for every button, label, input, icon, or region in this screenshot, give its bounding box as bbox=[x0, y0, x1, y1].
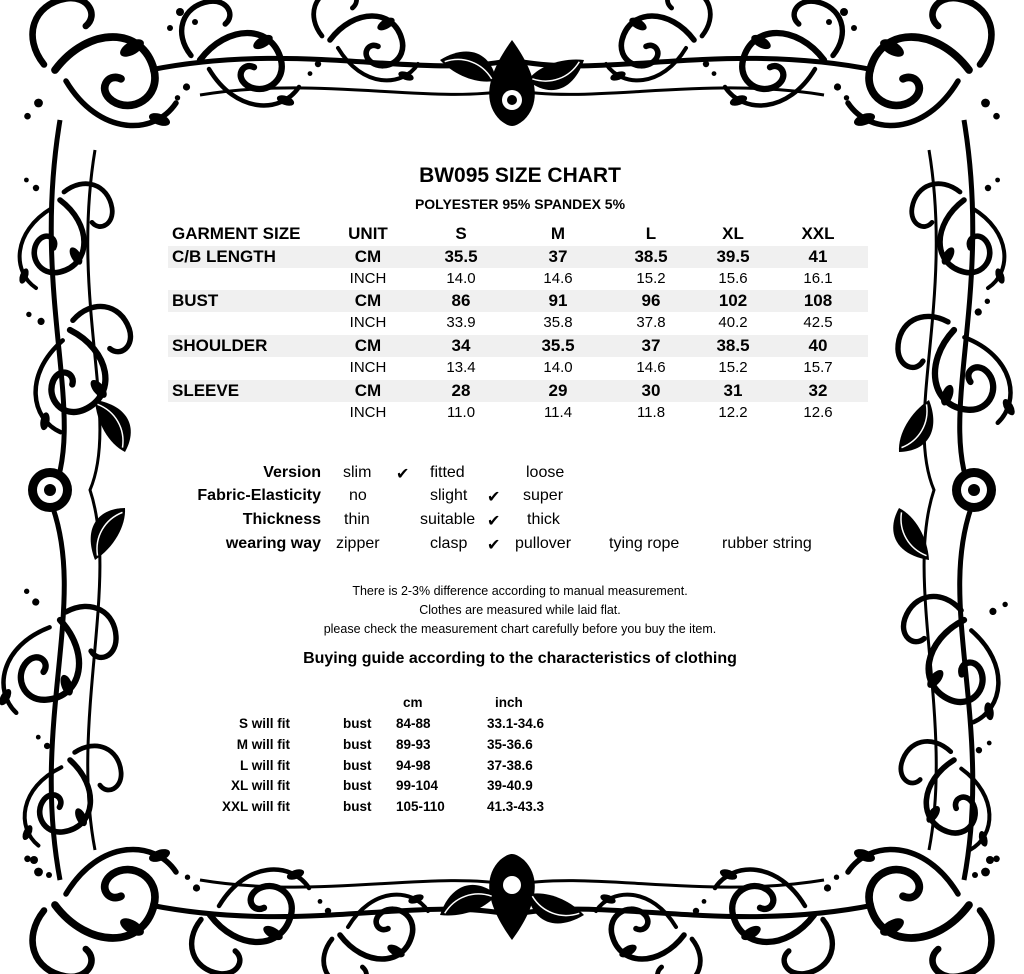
value-cell: 16.1 bbox=[803, 270, 833, 287]
check-icon: ✔ bbox=[396, 466, 410, 483]
value-cell: 108 bbox=[803, 291, 833, 310]
attr-option: suitable bbox=[420, 511, 476, 528]
guide-label: L will fit bbox=[240, 758, 290, 773]
value-cell: 91 bbox=[548, 291, 568, 310]
guide-measure: bust bbox=[343, 737, 372, 752]
measure-label: C/B LENGTH bbox=[172, 247, 276, 266]
unit-cm: CM bbox=[354, 291, 382, 310]
value-cell: 15.2 bbox=[718, 359, 748, 376]
value-cell: 38.5 bbox=[634, 247, 668, 266]
value-cell: 12.2 bbox=[718, 404, 748, 421]
guide-label: M will fit bbox=[236, 737, 290, 752]
header-size-xl: XL bbox=[722, 224, 744, 243]
size-table-header bbox=[168, 223, 868, 245]
table-row bbox=[168, 402, 868, 424]
measure-label: SLEEVE bbox=[172, 381, 240, 400]
guide-label: S will fit bbox=[238, 716, 290, 731]
guide-label: XXL will fit bbox=[221, 799, 290, 814]
unit-inch: INCH bbox=[349, 270, 387, 287]
value-cell: 11.4 bbox=[543, 404, 573, 421]
value-cell: 14.6 bbox=[636, 359, 666, 376]
guide-cm: 89-93 bbox=[396, 737, 431, 752]
attr-option: thick bbox=[527, 511, 560, 528]
value-cell: 13.4 bbox=[446, 359, 476, 376]
value-cell: 14.6 bbox=[543, 270, 573, 287]
guide-col-inch: inch bbox=[495, 695, 523, 710]
value-cell: 37 bbox=[548, 247, 568, 266]
value-cell: 12.6 bbox=[803, 404, 833, 421]
value-cell: 14.0 bbox=[446, 270, 476, 287]
table-row bbox=[168, 246, 868, 268]
table-row bbox=[168, 380, 868, 402]
guide-cm: 105-110 bbox=[396, 799, 445, 814]
attr-label-fabric-elasticity: Fabric-Elasticity bbox=[197, 487, 321, 504]
value-cell: 35.5 bbox=[444, 247, 478, 266]
value-cell: 11.0 bbox=[446, 404, 476, 421]
value-cell: 29 bbox=[548, 381, 568, 400]
attr-label-wearing-way: wearing way bbox=[225, 535, 321, 552]
header-garment-size: GARMENT SIZE bbox=[172, 224, 301, 243]
value-cell: 39.5 bbox=[716, 247, 750, 266]
unit-cm: CM bbox=[354, 381, 382, 400]
value-cell: 96 bbox=[641, 291, 661, 310]
value-cell: 28 bbox=[451, 381, 471, 400]
value-cell: 40 bbox=[808, 336, 828, 355]
header-size-l: L bbox=[645, 224, 657, 243]
note-line: There is 2-3% difference according to manual measurement. bbox=[352, 584, 688, 598]
unit-cm: CM bbox=[354, 336, 382, 355]
value-cell: 32 bbox=[808, 381, 828, 400]
attr-option: thin bbox=[344, 511, 370, 528]
value-cell: 34 bbox=[451, 336, 471, 355]
value-cell: 15.6 bbox=[718, 270, 748, 287]
value-cell: 40.2 bbox=[718, 314, 748, 331]
value-cell: 14.0 bbox=[543, 359, 573, 376]
value-cell: 30 bbox=[641, 381, 661, 400]
attr-option: super bbox=[523, 487, 564, 504]
guide-measure: bust bbox=[343, 799, 372, 814]
measure-label: SHOULDER bbox=[172, 336, 268, 355]
unit-cm: CM bbox=[354, 247, 382, 266]
value-cell: 37.8 bbox=[636, 314, 666, 331]
value-cell: 15.2 bbox=[636, 270, 666, 287]
attr-option: zipper bbox=[336, 535, 380, 552]
value-cell: 35.8 bbox=[543, 314, 573, 331]
guide-measure: bust bbox=[343, 716, 372, 731]
header-unit: UNIT bbox=[348, 224, 388, 243]
value-cell: 102 bbox=[718, 291, 748, 310]
attr-label-thickness: Thickness bbox=[242, 511, 321, 528]
guide-cm: 84-88 bbox=[396, 716, 431, 731]
attr-option: fitted bbox=[430, 464, 465, 481]
value-cell: 38.5 bbox=[716, 336, 750, 355]
value-cell: 33.9 bbox=[446, 314, 476, 331]
attr-option: loose bbox=[526, 464, 565, 481]
check-icon: ✔ bbox=[487, 489, 501, 506]
guide-col-cm: cm bbox=[403, 695, 423, 710]
table-row bbox=[168, 357, 868, 379]
attr-option: slim bbox=[343, 464, 372, 481]
attr-option: clasp bbox=[430, 535, 468, 552]
guide-inch: 37-38.6 bbox=[487, 758, 533, 773]
guide-measure: bust bbox=[343, 758, 372, 773]
unit-inch: INCH bbox=[349, 314, 387, 331]
attr-option: no bbox=[349, 487, 367, 504]
table-row bbox=[168, 312, 868, 334]
table-row bbox=[168, 335, 868, 357]
attr-option: slight bbox=[430, 487, 468, 504]
value-cell: 86 bbox=[451, 291, 471, 310]
value-cell: 41 bbox=[808, 247, 828, 266]
guide-inch: 33.1-34.6 bbox=[487, 716, 545, 731]
header-size-s: S bbox=[455, 224, 467, 243]
guide-inch: 41.3-43.3 bbox=[487, 799, 545, 814]
header-size-xxl: XXL bbox=[801, 224, 835, 243]
check-icon: ✔ bbox=[487, 513, 501, 530]
header-size-m: M bbox=[550, 224, 566, 243]
check-icon: ✔ bbox=[487, 537, 501, 554]
guide-measure: bust bbox=[343, 778, 372, 793]
value-cell: 15.7 bbox=[803, 359, 833, 376]
guide-cm: 99-104 bbox=[396, 778, 439, 793]
value-cell: 42.5 bbox=[803, 314, 833, 331]
note-line: please check the measurement chart carefully before you buy the item. bbox=[323, 622, 717, 636]
value-cell: 35.5 bbox=[541, 336, 575, 355]
buying-guide-title: Buying guide according to the characteristics of clothing bbox=[303, 650, 737, 667]
attr-option: rubber string bbox=[722, 535, 812, 552]
note-line: Clothes are measured while laid flat. bbox=[419, 603, 621, 617]
unit-inch: INCH bbox=[349, 359, 387, 376]
measure-label: BUST bbox=[172, 291, 219, 310]
table-row bbox=[168, 268, 868, 290]
guide-inch: 35-36.6 bbox=[487, 737, 533, 752]
table-row bbox=[168, 290, 868, 312]
guide-inch: 39-40.9 bbox=[487, 778, 533, 793]
value-cell: 31 bbox=[723, 381, 743, 400]
attr-label-version: Version bbox=[263, 464, 321, 481]
guide-label: XL will fit bbox=[230, 778, 290, 793]
attr-option: tying rope bbox=[609, 535, 680, 552]
material-composition: POLYESTER 95% SPANDEX 5% bbox=[414, 196, 626, 212]
attr-option: pullover bbox=[515, 535, 572, 552]
guide-cm: 94-98 bbox=[396, 758, 431, 773]
chart-title: BW095 SIZE CHART bbox=[419, 164, 621, 187]
value-cell: 37 bbox=[641, 336, 661, 355]
unit-inch: INCH bbox=[349, 404, 387, 421]
value-cell: 11.8 bbox=[636, 404, 666, 421]
